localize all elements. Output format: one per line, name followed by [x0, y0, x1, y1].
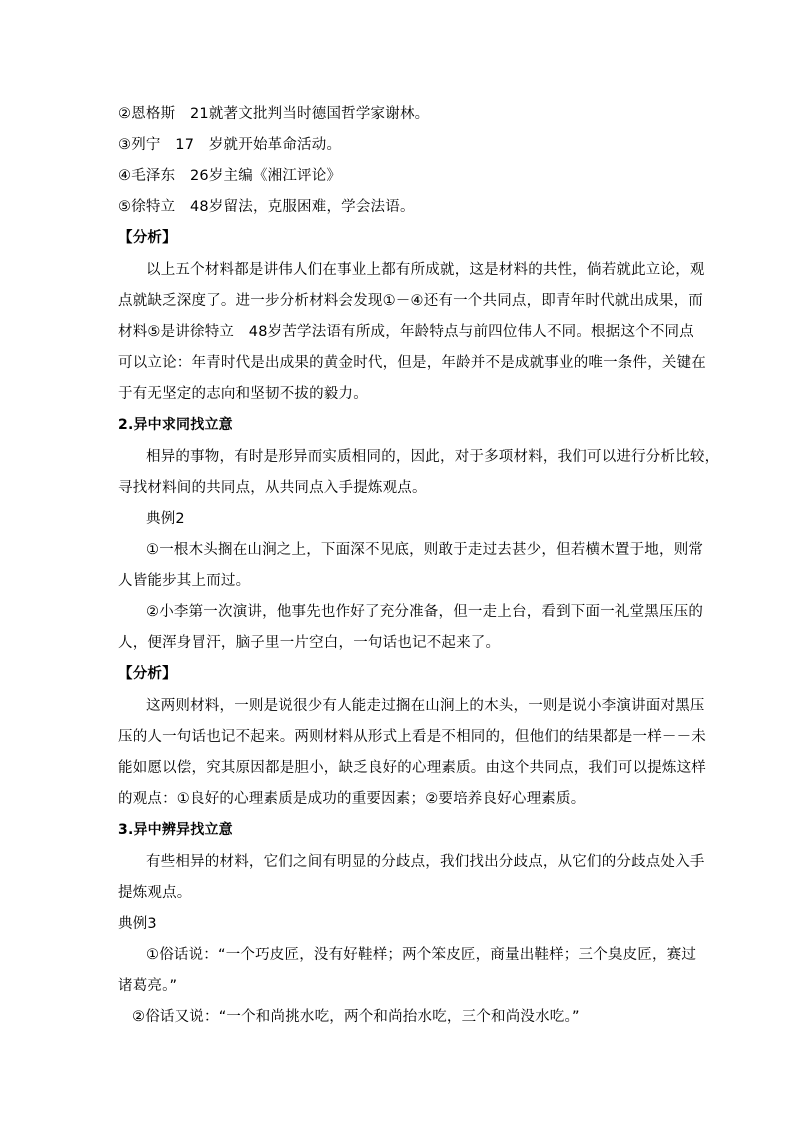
example-item-line: ②俗话又说：“一个和尚挑水吃，两个和尚抬水吃，三个和尚没水吃。”	[132, 1009, 580, 1025]
analysis-paragraph-line: 压的人一句话也记不起来。两则材料从形式上看是不相同的，但他们的结果都是一样－－未	[118, 729, 706, 745]
analysis-paragraph-line: 以上五个材料都是讲伟人们在事业上都有所成就，这是材料的共性，倘若就此立论，观	[146, 262, 705, 278]
list-item-xu-teli: ⑤徐特立 48岁留法，克服困难，学会法语。	[118, 199, 415, 215]
example-item-line: 人皆能步其上而过。	[118, 573, 251, 589]
paragraph-line: 寻找材料间的共同点，从共同点入手提炼观点。	[118, 480, 427, 496]
example-label: 典例2	[146, 511, 185, 527]
paragraph-line: 提炼观点。	[118, 885, 192, 901]
analysis-paragraph-line: 这两则材料，一则是说很少有人能走过搁在山涧上的木头，一则是说小李演讲面对黑压	[146, 698, 705, 714]
list-item-mao: ④毛泽东 26岁主编《湘江评论》	[118, 168, 342, 184]
analysis-paragraph-line: 点就缺乏深度了。进一步分析材料会发现①－④还有一个共同点，即青年时代就出成果，而	[118, 293, 703, 309]
analysis-paragraph-line: 的观点：①良好的心理素质是成功的重要因素；②要培养良好心理素质。	[118, 791, 586, 807]
analysis-paragraph-line: 材料⑤是讲徐特立 48岁苦学法语有所成，年龄特点与前四位伟人不同。根据这个不同点	[118, 324, 694, 340]
example-item-line: ①一根木头搁在山涧之上，下面深不见底，则敢于走过去甚少，但若横木置于地，则常	[146, 542, 704, 558]
example-item-line: ②小李第一次演讲，他事先也作好了充分准备，但一走上台，看到下面一礼堂黑压压的	[146, 604, 704, 620]
paragraph-line: 有些相异的材料，它们之间有明显的分歧点，我们找出分歧点，从它们的分歧点处入手	[146, 854, 705, 870]
list-item-engels: ②恩格斯 21就著文批判当时德国哲学家谢林。	[118, 106, 430, 122]
section-heading: 2.异中求同找立意	[118, 417, 233, 433]
example-item-line: ①俗话说：“一个巧皮匠，没有好鞋样；两个笨皮匠，商量出鞋样；三个臭皮匠，赛过	[146, 947, 697, 963]
analysis-paragraph-line: 能如愿以偿，究其原因都是胆小，缺乏良好的心理素质。由这个共同点，我们可以提炼这样	[118, 760, 706, 776]
section-heading: 3.异中辨异找立意	[118, 822, 233, 838]
analysis-paragraph-line: 于有无坚定的志向和坚韧不拔的毅力。	[118, 386, 368, 402]
example-item-line: 人，便浑身冒汗，脑子里一片空白，一句话也记不起来了。	[118, 635, 501, 651]
analysis-paragraph-line: 可以立论：年青时代是出成果的黄金时代，但是，年龄并不是成就事业的唯一条件，关键在	[118, 355, 706, 371]
analysis-heading: 【分析】	[118, 666, 177, 682]
paragraph-line: 相异的事物，有时是形异而实质相同的，因此，对于多项材料，我们可以进行分析比较，	[146, 449, 720, 465]
list-item-lenin: ③列宁 17 岁就开始革命活动。	[118, 137, 342, 153]
analysis-heading: 【分析】	[118, 230, 177, 246]
example-label: 典例3	[118, 916, 157, 932]
example-item-line: 诸葛亮。”	[118, 978, 178, 994]
